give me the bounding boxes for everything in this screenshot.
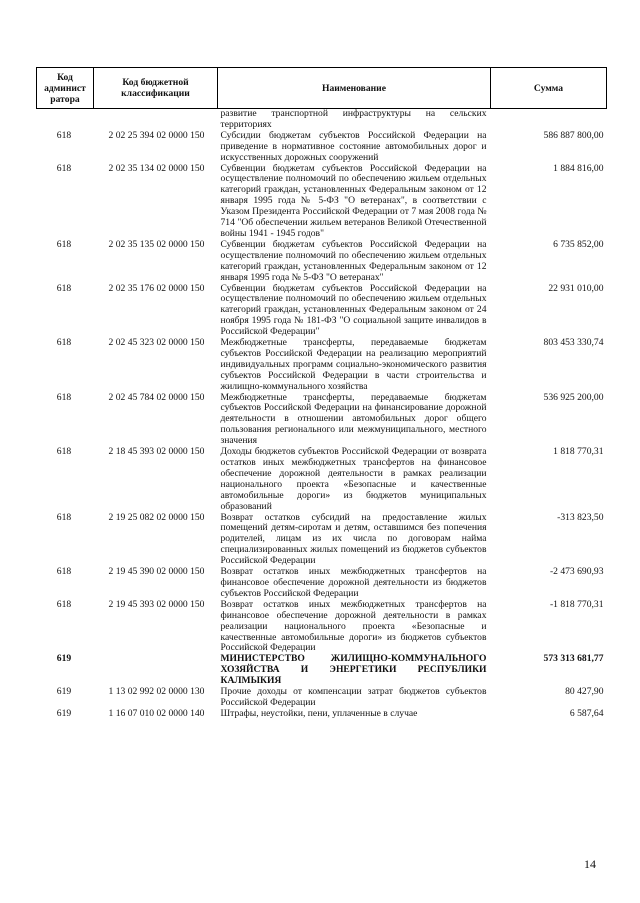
- budget-code-cell: 2 02 25 394 02 0000 150: [108, 129, 205, 141]
- table-row: [37, 513, 607, 568]
- header-admin-line-3: ратора: [50, 93, 80, 105]
- header-admin-code: [37, 68, 94, 109]
- sum-cell: 573 313 681,77: [543, 653, 604, 665]
- budget-code-cell: 2 02 35 176 02 0000 150: [108, 282, 205, 294]
- budget-code-cell: 2 02 45 323 02 0000 150: [108, 337, 205, 349]
- admin-code-cell: 618: [56, 282, 72, 294]
- table-header-row: [37, 68, 607, 109]
- budget-code-cell: 1 13 02 992 02 0000 130: [108, 686, 205, 698]
- table-row: [37, 131, 607, 164]
- admin-code-cell: 618: [56, 598, 72, 610]
- name-cell: МИНИСТЕРСТВО ЖИЛИЩНО-КОММУНАЛЬНОГО ХОЗЯЙСТВА И ЭНЕРГЕТИКИ РЕСПУБЛИКИ КАЛМЫКИЯ: [220, 653, 487, 687]
- budget-code-cell: 2 19 25 082 02 0000 150: [108, 511, 205, 523]
- admin-code-cell: 618: [56, 566, 72, 578]
- header-admin-line-1: Код: [57, 71, 73, 83]
- admin-code-cell: 618: [56, 129, 72, 141]
- name-cell: Межбюджетные трансферты, передаваемые бюджетам субъектов Российской Федерации на реализацию мероприятий индивидуальных программ социально-экономического развития субъектов Российской Федерации в части строительства и жилищно-коммунального хозяйства: [220, 337, 487, 392]
- table-row: [37, 600, 607, 655]
- budget-code-cell: [94, 109, 218, 131]
- table-row: [37, 164, 607, 240]
- name-cell: Субвенции бюджетам субъектов Российской Федерации на осуществление полномочий по обеспечению жильем отдельных категорий граждан, установленных Федеральным законом от 24 ноября 1995 года № 181-ФЗ "О социальной защите инвалидов в Российской Федерации": [220, 282, 487, 338]
- sum-cell: [491, 109, 607, 131]
- admin-code-cell: 618: [56, 162, 72, 174]
- sum-cell: 803 453 330,74: [543, 337, 604, 349]
- budget-code-cell: 2 19 45 393 02 0000 150: [108, 598, 205, 610]
- sum-cell: 586 887 800,00: [543, 129, 604, 141]
- admin-code-cell: 618: [56, 391, 72, 403]
- name-cell: Возврат остатков иных межбюджетных трансфертов на финансовое обеспечение дорожной деятельности из бюджетов субъектов Российской Федерации: [220, 566, 487, 599]
- name-cell: Доходы бюджетов субъектов Российской Федерации от возврата остатков иных межбюджетных трансфертов на финансовое обеспечение дорожной деятельности в рамках реализации национального проекта «Безопасные и качественные автомобильные дороги» из бюджетов муниципальных образований: [220, 446, 487, 512]
- sum-cell: 22 931 010,00: [548, 282, 604, 294]
- name-cell: Возврат остатков иных межбюджетных трансфертов на финансовое обеспечение дорожной деятельности в рамках реализации национального проекта «Безопасные и качественные автомобильные дороги» из бюджетов субъектов Российской Федерации: [220, 598, 487, 654]
- name-cell: Штрафы, неустойки, пени, уплаченные в случае: [220, 707, 418, 719]
- table-row: [37, 447, 607, 512]
- table-row: [37, 567, 607, 600]
- budget-code-cell: 2 18 45 393 02 0000 150: [108, 446, 205, 458]
- header-sum: Сумма: [491, 68, 607, 109]
- table-row: [37, 240, 607, 284]
- admin-code-cell: 619: [56, 686, 72, 698]
- budget-code-cell: 2 02 35 134 02 0000 150: [108, 162, 205, 174]
- name-cell: Субвенции бюджетам субъектов Российской Федерации на осуществление полномочий по обеспечению жильем отдельных категорий граждан, установленных Федеральным законом от 12 января 1995 года № 5-ФЗ "О ветеранах", в соответствии с Указом Президента Российской Федерации от 7 мая 2008 года № 714 "Об обеспечении жильем ветеранов Великой Отечественной войны 1941 - 1945 годов": [220, 162, 487, 239]
- name-cell: Прочие доходы от компенсации затрат бюджетов субъектов Российской Федерации: [220, 686, 487, 708]
- name-cell: Субсидии бюджетам субъектов Российской Федерации на приведение в нормативное состояние автомобильных дорог и искусственных дорожных сооружений: [220, 129, 487, 163]
- name-cell: Межбюджетные трансферты, передаваемые бюджетам субъектов Российской Федерации на финансирование дорожной деятельности в отношении автомобильных дорог общего пользования регионального или межмуниципального, местного значения: [220, 391, 487, 447]
- sum-cell: 1 884 816,00: [553, 162, 604, 174]
- admin-code-cell: 619: [56, 707, 72, 719]
- header-code-line-2: классификации: [121, 88, 190, 99]
- header-code-line-1: Код бюджетной: [122, 77, 189, 88]
- revenue-table: [36, 67, 607, 720]
- admin-code-cell: 619: [56, 653, 72, 665]
- budget-code-cell: 1 16 07 010 02 0000 140: [108, 707, 205, 719]
- sum-cell: -1 818 770,31: [549, 598, 604, 610]
- page-number: 14: [584, 857, 596, 871]
- sum-cell: 80 427,90: [565, 686, 604, 698]
- admin-code-cell: 618: [56, 511, 72, 523]
- admin-code-cell: 618: [56, 238, 72, 250]
- sum-cell: -2 473 690,93: [549, 566, 604, 578]
- table-row: [37, 284, 607, 339]
- name-cell: Возврат остатков субсидий на предоставление жилых помещений детям-сиротам и детям, оставшимся без попечения родителей, лицам из их числа по договорам найма специализированных жилых помещений из бюджетов субъектов Российской Федерации: [220, 511, 487, 567]
- budget-code-cell: [94, 654, 218, 687]
- budget-code-cell: 2 19 45 390 02 0000 150: [108, 566, 205, 578]
- sum-cell: 1 818 770,31: [553, 446, 604, 458]
- budget-code-cell: 2 02 35 135 02 0000 150: [108, 238, 205, 250]
- table-row: [37, 393, 607, 448]
- sum-cell: 536 925 200,00: [543, 391, 604, 403]
- sum-cell: 6 587,64: [569, 707, 604, 719]
- admin-code-cell: [37, 109, 94, 131]
- table-row: [37, 687, 607, 709]
- header-budget-code: [94, 68, 218, 109]
- name-cell: Субвенции бюджетам субъектов Российской Федерации на осуществление полномочий по обеспечению жильем отдельных категорий граждан, установленных Федеральным законом от 12 января 1995 года № 5-ФЗ "О ветеранах": [220, 238, 487, 283]
- budget-code-cell: 2 02 45 784 02 0000 150: [108, 391, 205, 403]
- header-name: Наименование: [218, 68, 491, 109]
- table-row-section: [37, 654, 607, 687]
- table-row: [37, 338, 607, 393]
- sum-cell: 6 735 852,00: [553, 238, 604, 250]
- table-body: [37, 109, 607, 720]
- header-admin-line-2: админист: [44, 82, 86, 94]
- name-cell: развитие транспортной инфраструктуры на сельских территориях: [220, 108, 487, 130]
- table-row: [37, 109, 607, 131]
- sum-cell: -313 823,50: [557, 511, 604, 523]
- admin-code-cell: 618: [56, 446, 72, 458]
- table-row: [37, 709, 607, 720]
- admin-code-cell: 618: [56, 337, 72, 349]
